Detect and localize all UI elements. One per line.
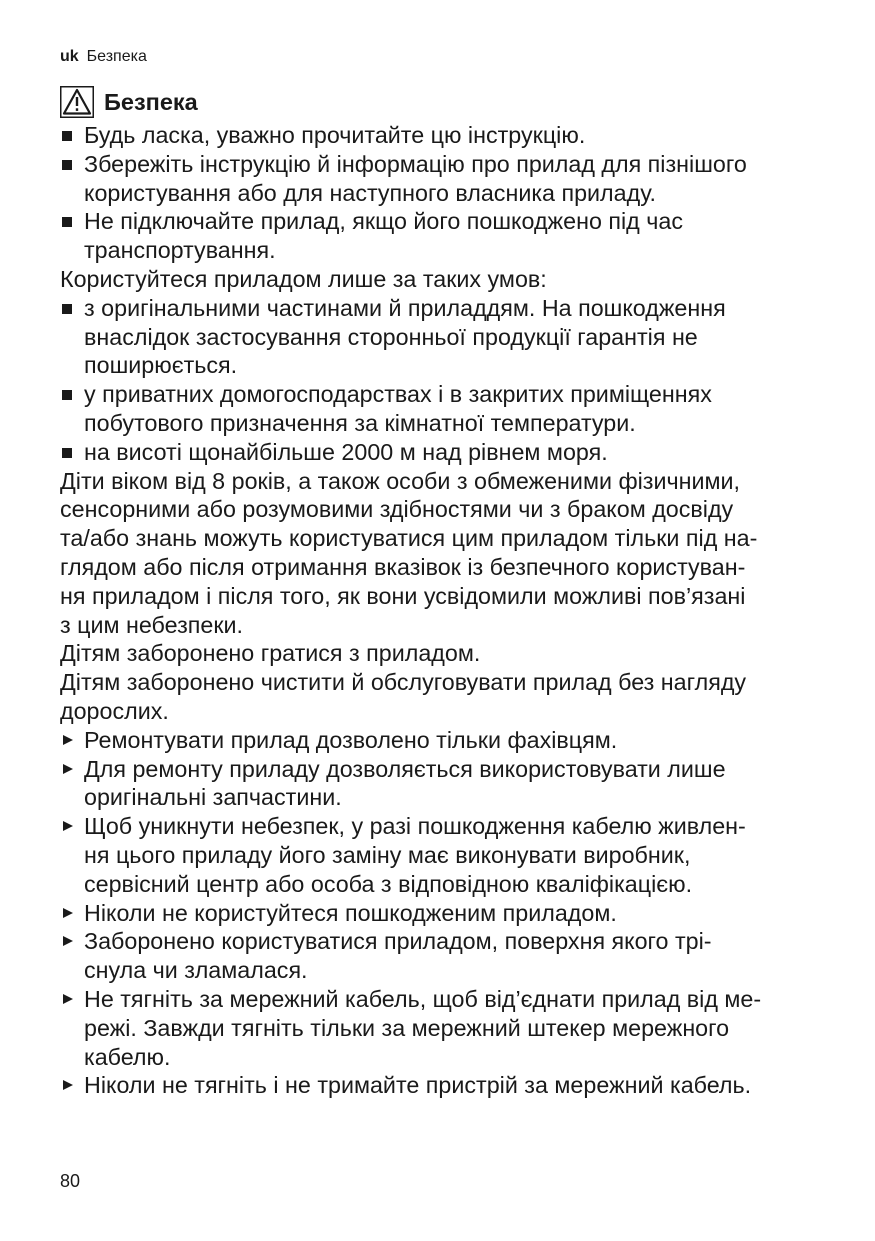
arrow-bullet-icon [63, 994, 73, 1004]
list-item [60, 150, 820, 208]
arrow-bullet-icon [63, 936, 73, 946]
children-play-paragraph: Дітям заборонено гратися з приладом. [60, 640, 481, 667]
instruction-item [60, 726, 820, 755]
list-item-line: Не тягніть за мережний кабель, щоб від’єднати прилад від ме- [84, 985, 762, 1012]
list-item-line: режі. Завжди тягніть тільки за мережний штекер мережного [84, 1014, 730, 1041]
instruction-item [60, 899, 820, 928]
section-heading [60, 84, 820, 120]
section-title: Безпека [104, 88, 198, 115]
list-item-line: Ніколи не користуйтеся пошкодженим приладом. [84, 899, 617, 926]
list-item-line: побутового призначення за кімнатної температури. [84, 409, 636, 436]
bullet-square-icon [62, 304, 72, 314]
instruction-list [60, 726, 820, 1100]
list-item [60, 380, 820, 438]
bullet-square-icon [62, 160, 72, 170]
instruction-item [60, 985, 820, 1071]
warning-icon [60, 86, 94, 118]
paragraph-line: Дітям заборонено чистити й обслуговувати прилад без нагляду [60, 669, 747, 696]
list-item-line: Збережіть інструкцію й інформацію про прилад для пізнішого [84, 150, 747, 177]
list-item-line: транспортування. [84, 237, 276, 264]
bullet-square-icon [62, 448, 72, 458]
conditions-intro: Користуйтеся приладом лише за таких умов: [60, 265, 547, 292]
instruction-item [60, 755, 820, 813]
running-header [60, 47, 147, 67]
list-item [60, 207, 820, 265]
list-item-line: снула чи зламалася. [84, 957, 308, 984]
section-name: Безпека [86, 48, 147, 65]
bullet-square-icon [62, 217, 72, 227]
paragraph-line: з цим небезпеки. [60, 611, 244, 638]
list-item-line: кабелю. [84, 1043, 171, 1070]
intro-bullet-list [60, 121, 820, 265]
safety-section [60, 84, 820, 1100]
list-item-line: ня цього приладу його заміну має виконувати виробник, [84, 841, 691, 868]
arrow-bullet-icon [63, 1080, 73, 1090]
list-item-line: користування або для наступного власника приладу. [84, 179, 656, 206]
list-item-line: сервісний центр або особа з відповідною кваліфікацією. [84, 870, 693, 897]
list-item-line: поширюється. [84, 352, 238, 379]
list-item-line: Щоб уникнути небезпек, у разі пошкодження кабелю живлен- [84, 813, 746, 840]
list-item-line: з оригінальними частинами й приладдям. На пошкодження [84, 294, 726, 321]
list-item-line: Ніколи не тягніть і не тримайте пристрій за мережний кабель. [84, 1072, 752, 1099]
paragraph-line: та/або знань можуть користуватися цим приладом тільки під на- [60, 525, 758, 552]
arrow-bullet-icon [63, 908, 73, 918]
list-item-line: Заборонено користуватися приладом, поверхня якого трі- [84, 928, 712, 955]
children-clean-paragraph [60, 668, 820, 726]
arrow-bullet-icon [63, 764, 73, 774]
instruction-item [60, 1071, 820, 1100]
page-number: 80 [60, 1171, 81, 1191]
instruction-item [60, 812, 820, 898]
list-item-line: Для ремонту приладу дозволяється використовувати лише [84, 755, 726, 782]
list-item-line: Не підключайте прилад, якщо його пошкоджено під час [84, 208, 683, 235]
children-paragraph [60, 467, 820, 640]
list-item-line: на висоті щонайбільше 2000 м над рівнем моря. [84, 438, 608, 465]
bullet-square-icon [62, 390, 72, 400]
paragraph-line: Діти віком від 8 років, а також особи з обмеженими фізичними, [60, 467, 741, 494]
conditions-bullet-list [60, 294, 820, 467]
paragraph-line: сенсорними або розумовими здібностями чи з браком досвіду [60, 496, 734, 523]
paragraph-line: глядом або після отримання вказівок із безпечного користуван- [60, 553, 746, 580]
list-item-line: Будь ласка, уважно прочитайте цю інструкцію. [84, 122, 586, 148]
instruction-item [60, 927, 820, 985]
list-item-line: у приватних домогосподарствах і в закритих приміщеннях [84, 381, 712, 408]
list-item [60, 294, 820, 380]
list-item [60, 438, 820, 467]
list-item-line: оригінальні запчастини. [84, 784, 342, 811]
list-item-line: Ремонтувати прилад дозволено тільки фахівцям. [84, 726, 618, 753]
arrow-bullet-icon [63, 735, 73, 745]
language-code: uk [60, 48, 79, 65]
arrow-bullet-icon [63, 821, 73, 831]
paragraph-line: дорослих. [60, 697, 169, 724]
bullet-square-icon [62, 131, 72, 141]
list-item [60, 121, 820, 150]
paragraph-line: ня приладом і після того, як вони усвідомили можливі пов’язані [60, 582, 746, 609]
list-item-line: внаслідок застосування сторонньої продукції гарантія не [84, 323, 698, 350]
